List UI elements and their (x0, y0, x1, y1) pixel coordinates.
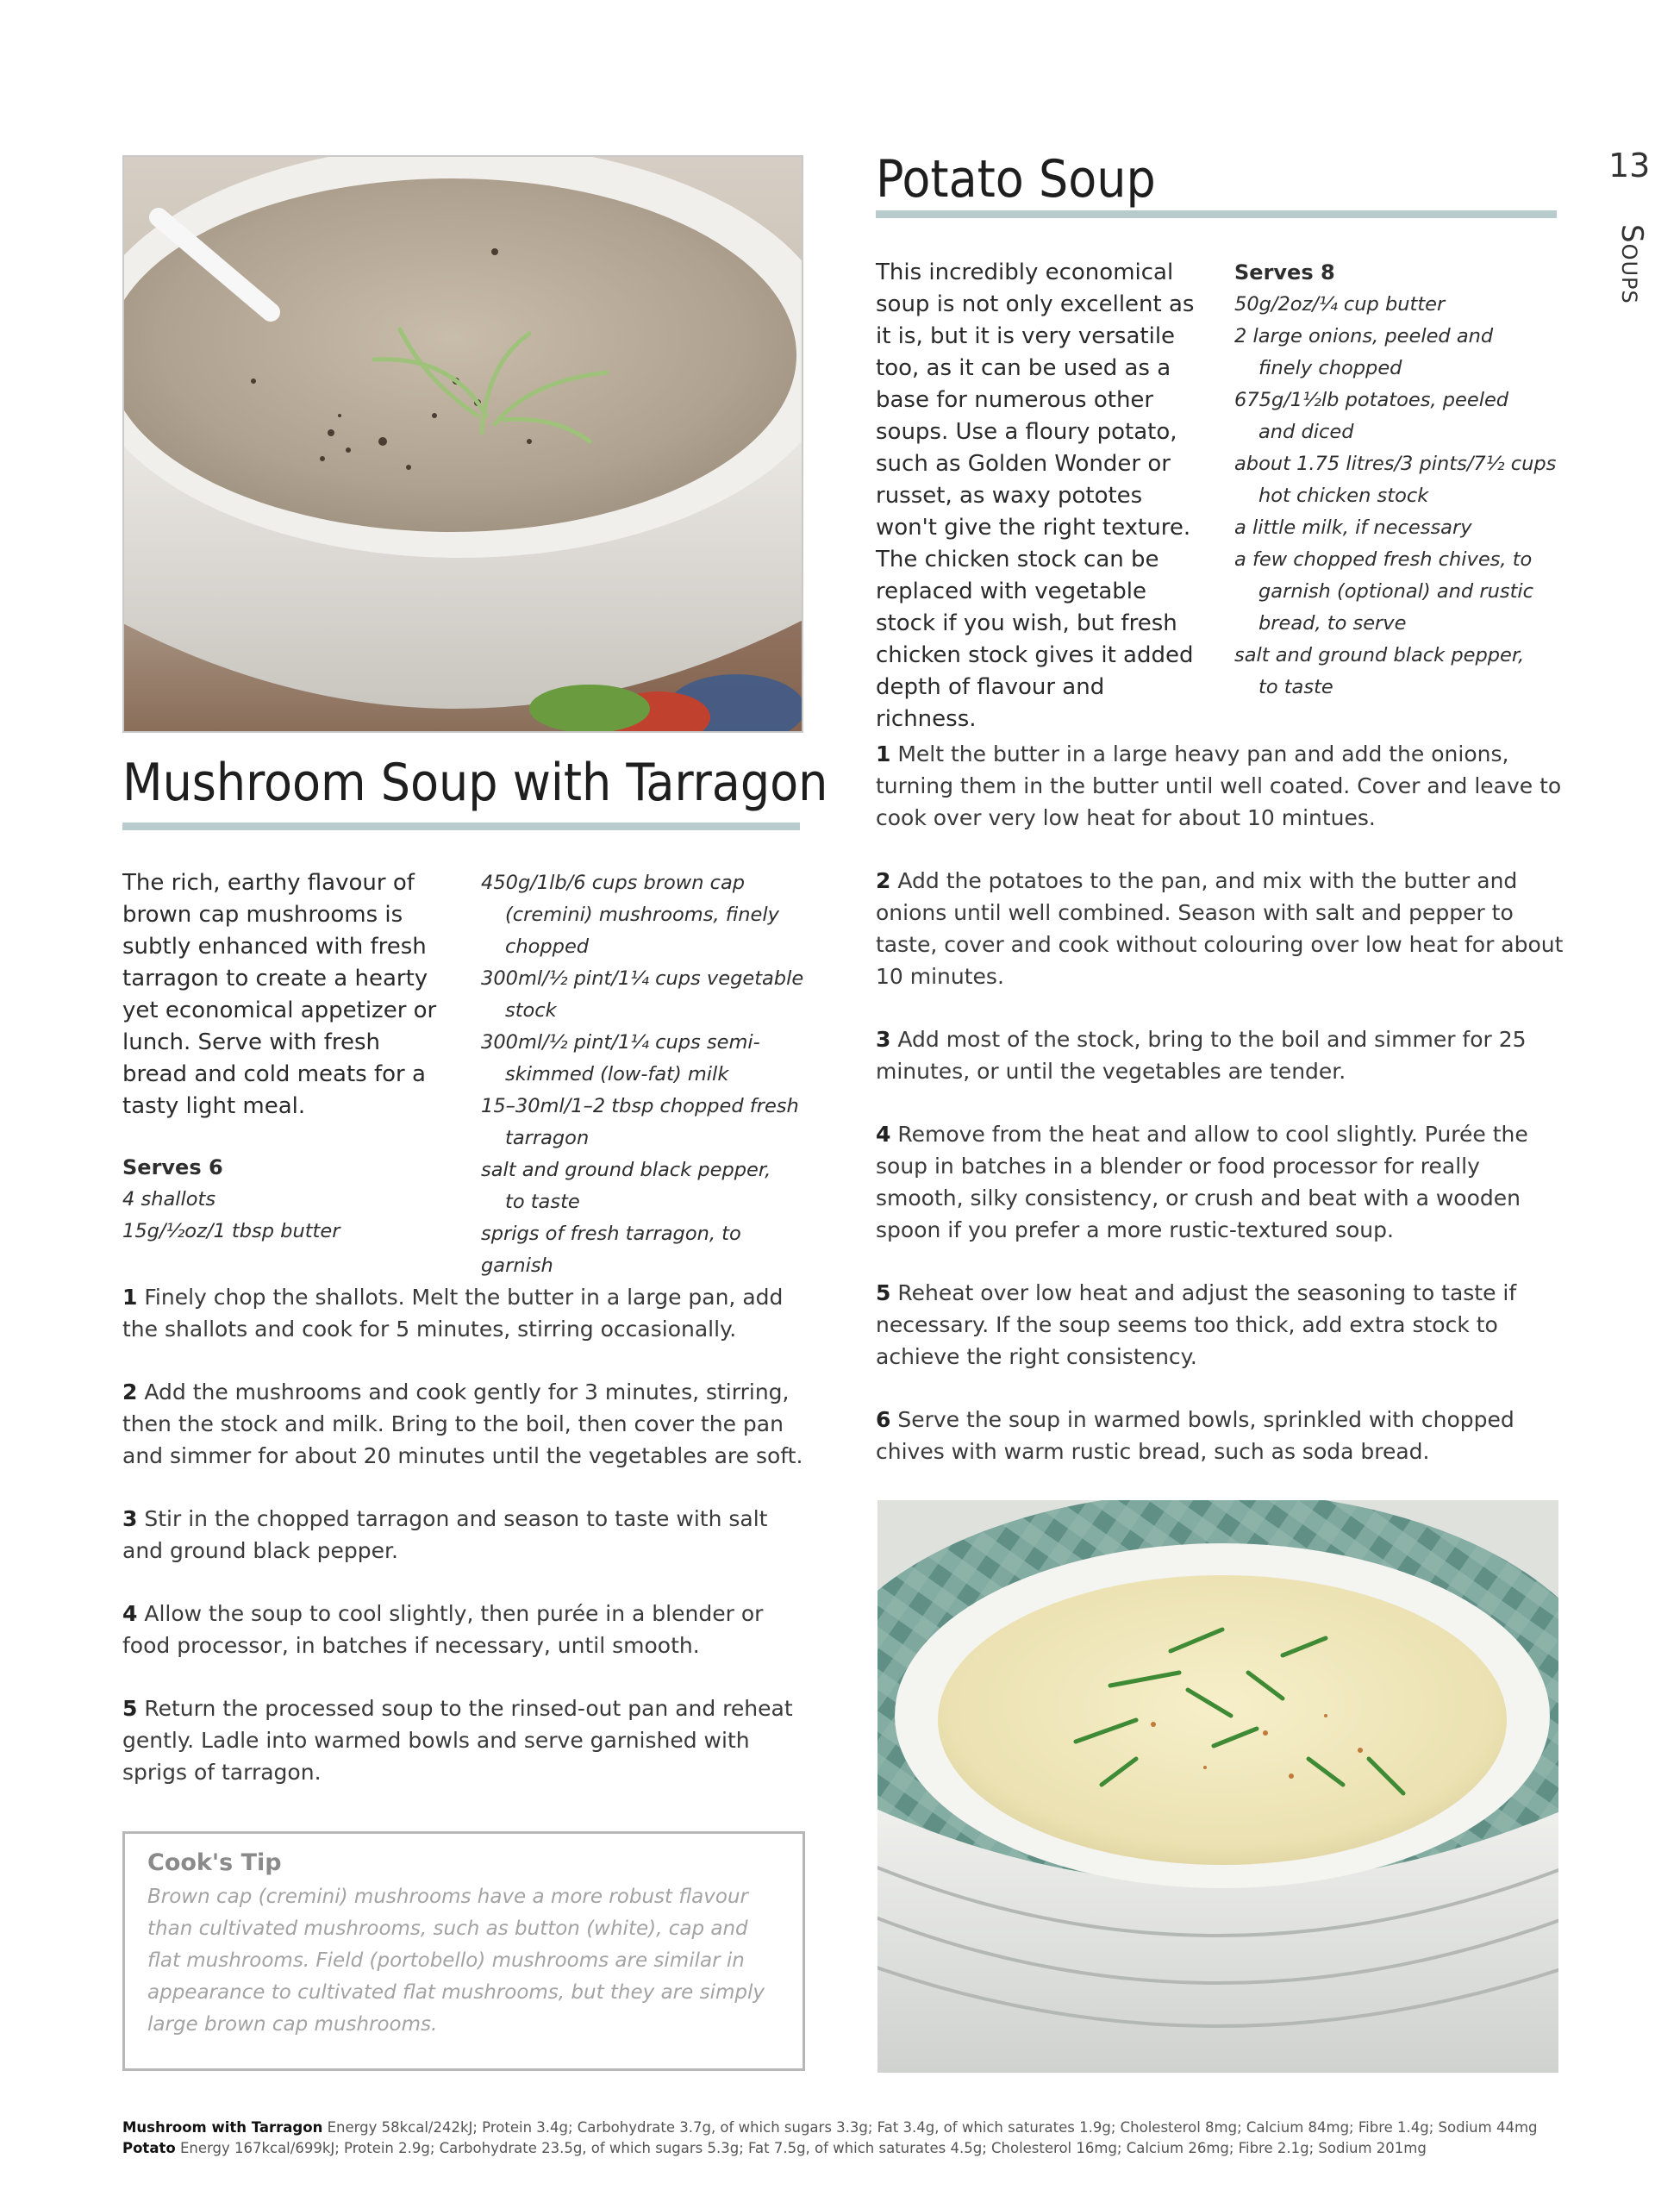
mushroom-ingredient: 4 shallots (122, 1188, 216, 1210)
mushroom-ingredients-right (481, 867, 809, 1282)
potato-ingredient: 50g/2oz/¼ cup butter (1234, 293, 1446, 316)
nutrition-values: Energy 58kcal/242kJ; Protein 3.4g; Carbohydrate 3.7g, of which sugars 3.3g; Fat 3.4g, of which saturates 1.9g; Cholesterol 8mg; Calcium 84mg; Fibre 1.4g; Sodium 44mg (327, 2119, 1538, 2136)
potato-ingredient: a little milk, if necessary (1234, 516, 1472, 539)
step-text: Return the processed soup to the rinsed-out pan and reheat gently. Ladle into warmed bowls and serve garnished with sprigs of tarragon. (122, 1696, 793, 1785)
nutrition-info (122, 2118, 1571, 2159)
potato-ingredient-cont: bread, to serve (1258, 612, 1407, 635)
nutrition-recipe-name: Potato (122, 2140, 176, 2156)
step-number: 4 (122, 1601, 138, 1626)
mushroom-ingredient: 300ml/½ pint/1¼ cups vegetable (481, 967, 804, 990)
nutrition-line-potato (122, 2138, 1571, 2159)
step-text: Add the potatoes to the pan, and mix with the butter and onions until well combined. Season with salt and pepper to taste, cover and cook without colouring over low heat for about 10 minutes. (876, 868, 1564, 989)
mushroom-step (122, 1281, 803, 1345)
mushroom-ingredient: salt and ground black pepper, (481, 1159, 771, 1181)
mushroom-ingredient: 300ml/½ pint/1¼ cups semi- (481, 1031, 760, 1054)
step-number: 2 (876, 868, 891, 893)
potato-ingredient-cont: to taste (1258, 676, 1333, 698)
step-number: 5 (122, 1696, 138, 1721)
potato-recipe-title: Potato Soup (876, 149, 1156, 210)
step-number: 6 (876, 1407, 891, 1432)
potato-ingredient-cont: garnish (optional) and rustic (1258, 580, 1534, 603)
mushroom-ingredient-cont: skimmed (low-fat) milk (505, 1063, 729, 1085)
page-number: 13 (1608, 147, 1651, 185)
nutrition-line-mushroom (122, 2118, 1571, 2138)
mushroom-ingredient-cont: (cremini) mushrooms, finely (505, 904, 779, 926)
step-text: Finely chop the shallots. Melt the butter in a large pan, add the shallots and cook for 5 minutes, stirring occasionally. (122, 1285, 784, 1342)
potato-title-rule (876, 210, 1557, 218)
step-text: Add the mushrooms and cook gently for 3 minutes, stirring, then the stock and milk. Bring to the boil, then cover the pan and simmer for about 20 minutes until the vegetables are soft. (122, 1379, 803, 1468)
step-number: 1 (122, 1285, 138, 1310)
step-number: 4 (876, 1122, 891, 1147)
potato-ingredient: about 1.75 litres/3 pints/7½ cups (1234, 453, 1557, 475)
step-number: 2 (122, 1379, 138, 1404)
potato-serves: Serves 8 (1234, 260, 1335, 285)
mushroom-ingredients-left (122, 1152, 450, 1248)
cooks-tip-heading: Cook's Tip (147, 1849, 282, 1876)
potato-intro: This incredibly economical soup is not only excellent as it is, but it is very versatile too, as it can be used as a base for numerous other soups. Use a floury potato, such as Golden Wonder or russet, as waxy pototes won't give the right texture. The chicken stock can be replaced with vegetable stock if you wish, but fresh chicken stock gives it added depth of flavour and richness. (876, 260, 1195, 732)
mushroom-ingredient: sprigs of fresh tarragon, to garnish (481, 1223, 741, 1277)
mushroom-intro: The rich, earthy flavour of brown cap mushrooms is subtly enhanced with fresh tarragon to create a hearty yet economical appetizer or lunch. Serve with fresh bread and cold meats for a tasty light meal. (122, 870, 437, 1119)
mushroom-step (122, 1598, 803, 1661)
mushroom-serves: Serves 6 (122, 1155, 223, 1179)
step-number: 1 (876, 741, 891, 766)
mushroom-ingredient: 15g/½oz/1 tbsp butter (122, 1220, 340, 1242)
potato-step (876, 1118, 1564, 1246)
potato-soup-photo (877, 1500, 1558, 2073)
potato-step (876, 1277, 1564, 1373)
mushroom-soup-photo (122, 155, 803, 733)
potato-ingredient: salt and ground black pepper, (1234, 644, 1525, 666)
cooks-tip-text: Brown cap (cremini) mushrooms have a more robust flavour than cultivated mushrooms, such as button (white), cap and flat mushrooms. Field (portobello) mushrooms are similar in appearance to cultivated flat mushrooms, but they are simply large brown cap mushrooms. (147, 1886, 765, 2036)
potato-ingredient-cont: finely chopped (1258, 357, 1402, 379)
mushroom-step (122, 1503, 803, 1567)
potato-ingredient-cont: and diced (1258, 421, 1354, 443)
mushroom-soup-bowl-image (124, 157, 802, 731)
step-text: Stir in the chopped tarragon and season to taste with salt and ground black pepper. (122, 1506, 768, 1563)
mushroom-ingredient: 15–30ml/1–2 tbsp chopped fresh (481, 1095, 799, 1117)
nutrition-recipe-name: Mushroom with Tarragon (122, 2119, 323, 2136)
potato-ingredient: 675g/1½lb potatoes, peeled (1234, 389, 1509, 411)
mushroom-ingredient-cont: chopped (505, 935, 590, 958)
cooks-tip-box (122, 1831, 805, 2071)
potato-ingredient: 2 large onions, peeled and (1234, 325, 1494, 347)
potato-ingredient: a few chopped fresh chives, to (1234, 548, 1533, 571)
mushroom-method (122, 1281, 803, 1819)
mushroom-ingredient-cont: tarragon (505, 1127, 590, 1149)
step-text: Serve the soup in warmed bowls, sprinkled with chopped chives with warm rustic bread, such as soda bread. (876, 1407, 1514, 1464)
mushroom-ingredient-cont: to taste (505, 1191, 580, 1213)
step-number: 5 (876, 1280, 891, 1305)
step-number: 3 (876, 1027, 891, 1052)
step-text: Melt the butter in a large heavy pan and add the onions, turning them in the butter until well coated. Cover and leave to cook over very low heat for about 10 mintues. (876, 741, 1562, 830)
section-label: Soups (1614, 224, 1649, 304)
mushroom-step (122, 1692, 803, 1788)
potato-step (876, 1404, 1564, 1467)
step-text: Remove from the heat and allow to cool slightly. Purée the soup in batches in a blender or food processor for really smooth, silky consistency, or crush and beat with a wooden spoon if you prefer a more rustic-textured soup. (876, 1122, 1528, 1242)
step-number: 3 (122, 1506, 138, 1531)
potato-ingredients (1234, 257, 1562, 704)
potato-step (876, 865, 1564, 992)
mushroom-step (122, 1376, 803, 1472)
potato-step (876, 1023, 1564, 1087)
step-text: Allow the soup to cool slightly, then purée in a blender or food processor, in batches if necessary, until smooth. (122, 1601, 764, 1658)
mushroom-ingredient: 450g/1lb/6 cups brown cap (481, 872, 746, 894)
step-text: Reheat over low heat and adjust the seasoning to taste if necessary. If the soup seems too thick, add extra stock to achieve the right consistency. (876, 1280, 1517, 1369)
potato-method (876, 738, 1564, 1498)
nutrition-values: Energy 167kcal/699kJ; Protein 2.9g; Carbohydrate 23.5g, of which sugars 5.3g; Fat 7.5g, of which saturates 4.5g; Cholesterol 16mg; Calcium 26mg; Fibre 2.1g; Sodium 201mg (179, 2140, 1427, 2156)
potato-soup-bowl-image (877, 1500, 1558, 2073)
mushroom-recipe-title: Mushroom Soup with Tarragon (122, 753, 828, 813)
potato-step (876, 738, 1564, 834)
mushroom-title-rule (122, 823, 800, 830)
step-text: Add most of the stock, bring to the boil and simmer for 25 minutes, or until the vegetables are tender. (876, 1027, 1527, 1084)
mushroom-ingredient-cont: stock (505, 999, 557, 1022)
potato-ingredient-cont: hot chicken stock (1258, 485, 1429, 507)
